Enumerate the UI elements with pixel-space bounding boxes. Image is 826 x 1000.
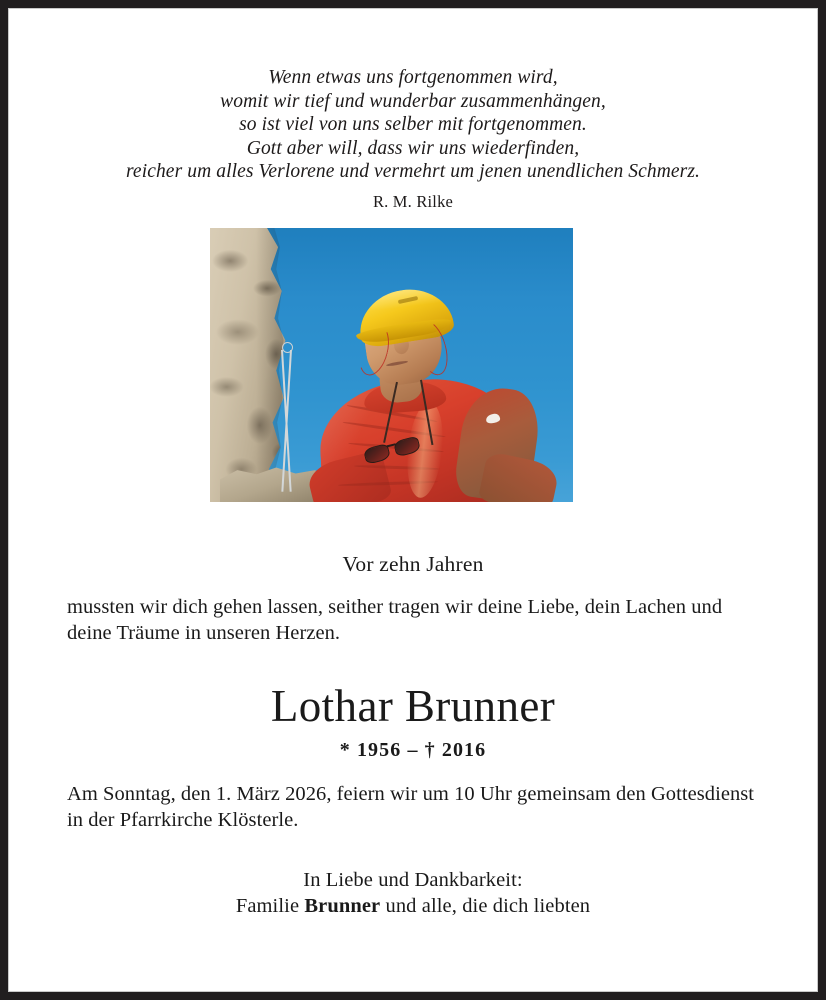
portrait-photo bbox=[210, 228, 573, 502]
epigraph-line-1: Wenn etwas uns fortgenommen wird, bbox=[268, 67, 558, 88]
epigraph-line-4: Gott aber will, dass wir uns wiederfinden, bbox=[246, 137, 580, 159]
closing-block bbox=[9, 867, 817, 919]
climber-figure bbox=[302, 276, 573, 502]
epigraph-source: R. M. Rilke bbox=[372, 191, 454, 211]
epigraph-line-2: womit wir tief und wunderbar zusammenhängen, bbox=[220, 90, 606, 112]
climbing-sling bbox=[274, 342, 300, 492]
sunglasses-lens-right bbox=[393, 436, 421, 458]
epigraph-poem bbox=[9, 9, 817, 212]
memorial-message: mussten wir dich gehen lassen, seither tragen wir deine Liebe, dein Lachen und deine Träume in unseren Herzen. bbox=[67, 596, 723, 644]
obituary-card-inner bbox=[8, 8, 818, 992]
epigraph-line-3: so ist viel von uns selber mit fortgenommen. bbox=[239, 114, 587, 135]
portrait-photo-canvas bbox=[210, 228, 573, 502]
deceased-dates: * 1956 – † 2016 bbox=[339, 739, 487, 761]
deceased-name: Lothar Brunner bbox=[270, 681, 556, 731]
closing-prefix: Familie bbox=[235, 895, 305, 917]
epigraph-line-5: reicher um alles Verlorene und vermehrt um jenen unendlichen Schmerz. bbox=[125, 161, 701, 182]
closing-suffix: und alle, die dich liebten bbox=[380, 895, 591, 917]
closing-family-name: Brunner bbox=[304, 895, 381, 917]
closing-line-1: In Liebe und Dankbarkeit: bbox=[303, 869, 523, 891]
service-announcement: Am Sonntag, den 1. März 2026, feiern wir um 10 Uhr gemeinsam den Gottesdienst in der Pfarrkirche Klösterle. bbox=[67, 783, 755, 831]
climber-right-arm bbox=[478, 451, 561, 502]
closing-line-2 bbox=[9, 893, 817, 919]
anniversary-heading: Vor zehn Jahren bbox=[342, 552, 484, 576]
